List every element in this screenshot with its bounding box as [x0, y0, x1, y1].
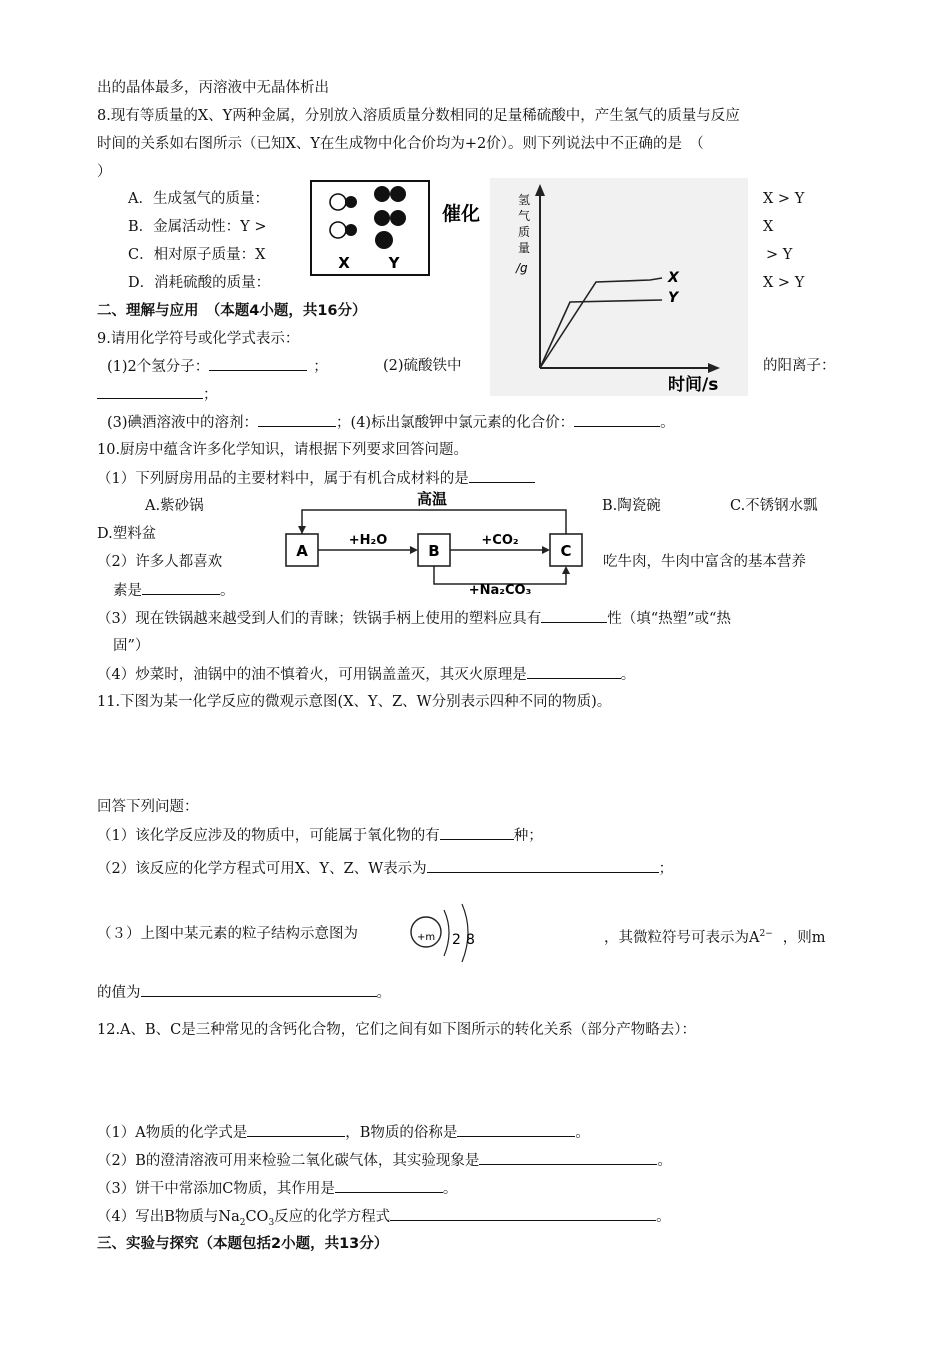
x-axis-label: 时间/s	[668, 375, 719, 395]
y-label-1: 氢	[518, 193, 531, 207]
question-8-line3: ）	[97, 164, 112, 180]
q10-part2-right: 吃牛肉，牛肉中富含的基本营养	[603, 554, 806, 570]
text-line: 出的晶体最多，丙溶液中无晶体析出	[97, 80, 329, 96]
answer-blank[interactable]	[97, 384, 203, 399]
answer-blank[interactable]	[209, 356, 307, 371]
node-c-label: C	[560, 542, 572, 560]
q9-part2-blank: ；	[97, 384, 218, 405]
series-x-label: X	[668, 270, 679, 286]
question-9: 9.请用化学符号或化学式表示：	[97, 331, 300, 347]
micro-particle-figure	[310, 180, 492, 277]
question-8-line2: 时间的关系如右图所示（已知X、Y在生成物中化合价均为+2价）。则下列说法中不正确的是 （	[97, 136, 704, 152]
nucleus-charge: +m	[416, 932, 436, 943]
option-b-right: X	[763, 219, 774, 235]
question-11: 11.下图为某一化学反应的微观示意图(X、Y、Z、W分别表示四种不同的物质)。	[97, 694, 612, 710]
y-label-2: 气	[518, 209, 531, 223]
q11-part4: 的值为 。	[97, 982, 391, 1003]
q10-part3b: 固”）	[113, 638, 150, 654]
q10-part1: （1）下列厨房用品的主要材料中，属于有机合成材料的是	[97, 468, 535, 489]
q10-option-c: C.不锈钢水瓢	[730, 498, 818, 514]
section-2-heading: 二、理解与应用 （本题4小题，共16分）	[97, 303, 367, 319]
option-c-right: > Y	[766, 247, 793, 263]
y-label-4: 量	[518, 241, 531, 255]
answer-blank[interactable]	[469, 468, 535, 483]
option-d-right: X > Y	[763, 275, 805, 291]
q12-part2: （2）B的澄清溶液可用来检验二氧化碳气体，其实验现象是 。	[97, 1150, 672, 1171]
q9-part2: (2)硫酸铁中	[383, 358, 462, 374]
q9-part1: (1)2个氢分子： ；	[107, 356, 328, 377]
high-temp-label: 高温	[416, 490, 448, 508]
question-12: 12.A、B、C是三种常见的含钙化合物，它们之间有如下图所示的转化关系（部分产物略去）：	[97, 1022, 697, 1038]
option-a-right: X > Y	[763, 191, 805, 207]
answer-blank[interactable]	[142, 580, 220, 595]
answer-blank[interactable]	[457, 1122, 575, 1137]
shell-2-electrons: 8	[466, 932, 475, 948]
q11-part2: （2）该反应的化学方程式可用X、Y、Z、W表示为 ；	[97, 858, 673, 879]
q10-part4: （4）炒菜时，油锅中的油不慎着火，可用锅盖盖灭，其灭火原理是 。	[97, 664, 635, 685]
catalyst-label: 催化	[442, 203, 481, 225]
node-a-label: A	[296, 542, 308, 560]
shell-1-electrons: 2	[452, 932, 461, 948]
answer-blank[interactable]	[574, 412, 660, 427]
arrow-bc-label: +CO₂	[481, 533, 519, 548]
q10-part2: （2）许多人都喜欢	[97, 554, 223, 570]
q9-part3-4: (3)碘酒溶液中的溶剂： ；(4)标出氯酸钾中氯元素的化合价： 。	[107, 412, 675, 433]
answer-blank[interactable]	[541, 608, 607, 623]
answer-blank[interactable]	[427, 858, 659, 873]
y-label-5: /g	[516, 261, 528, 275]
series-y-label: Y	[668, 290, 679, 306]
answer-blank[interactable]	[527, 664, 621, 679]
label-x: X	[338, 254, 350, 272]
answer-blank[interactable]	[141, 982, 377, 997]
y-label-3: 质	[518, 225, 531, 239]
section-3-heading: 三、实验与探究（本题包括2小题，共13分）	[97, 1236, 389, 1252]
answer-blank[interactable]	[335, 1178, 443, 1193]
answer-blank[interactable]	[479, 1150, 657, 1165]
answer-blank[interactable]	[258, 412, 336, 427]
option-d: D．消耗硫酸的质量：	[128, 275, 271, 291]
q10-part3: （3）现在铁锅越来越受到人们的青睐；铁锅手柄上使用的塑料应具有 性（填“热塑”或“热	[97, 608, 731, 629]
q12-part1: （1）A物质的化学式是 ，B物质的俗称是 。	[97, 1122, 590, 1143]
option-b: B．金属活动性：Y >	[128, 219, 267, 235]
question-10: 10.厨房中蕴含许多化学知识，请根据下列要求回答问题。	[97, 442, 469, 458]
option-c: C．相对原子质量：X	[128, 247, 266, 263]
q11-answer-intro: 回答下列问题：	[97, 799, 199, 815]
option-a: A．生成氢气的质量：	[128, 191, 269, 207]
question-8-line1: 8.现有等质量的X、Y两种金属，分别放入溶质质量分数相同的足量稀硫酸中，产生氢气的质量与反应	[97, 108, 740, 124]
hydrogen-graph	[490, 178, 748, 396]
node-b-label: B	[428, 542, 440, 560]
q12-part3: （3）饼干中常添加C物质，其作用是 。	[97, 1178, 457, 1199]
q10-option-a: A.紫砂锅	[145, 498, 204, 514]
answer-blank[interactable]	[440, 825, 514, 840]
q9-part2-right: 的阳离子：	[763, 358, 836, 374]
q10-option-b: B.陶瓷碗	[602, 498, 661, 514]
q11-part3-right: ，其微粒符号可表示为$A^{2-}$ ，则m	[604, 929, 826, 946]
arrow-bottom-label: +Na₂CO₃	[468, 583, 532, 596]
answer-blank[interactable]	[247, 1122, 345, 1137]
label-y: Y	[388, 254, 400, 272]
q12-part4: （4）写出B物质与$Na_2CO_3$反应的化学方程式 。	[97, 1206, 671, 1233]
q10-part2b: 素是 。	[113, 580, 235, 601]
conversion-flow-diagram	[282, 488, 587, 596]
arrow-ab-label: +H₂O	[348, 533, 388, 548]
q11-part1: （1）该化学反应涉及的物质中，可能属于氧化物的有 种；	[97, 825, 543, 846]
answer-blank[interactable]	[390, 1206, 656, 1221]
q11-part3: （３）上图中某元素的粒子结构示意图为	[97, 926, 358, 942]
q10-option-d: D.塑料盆	[97, 526, 157, 542]
atom-structure-diagram	[404, 898, 488, 970]
